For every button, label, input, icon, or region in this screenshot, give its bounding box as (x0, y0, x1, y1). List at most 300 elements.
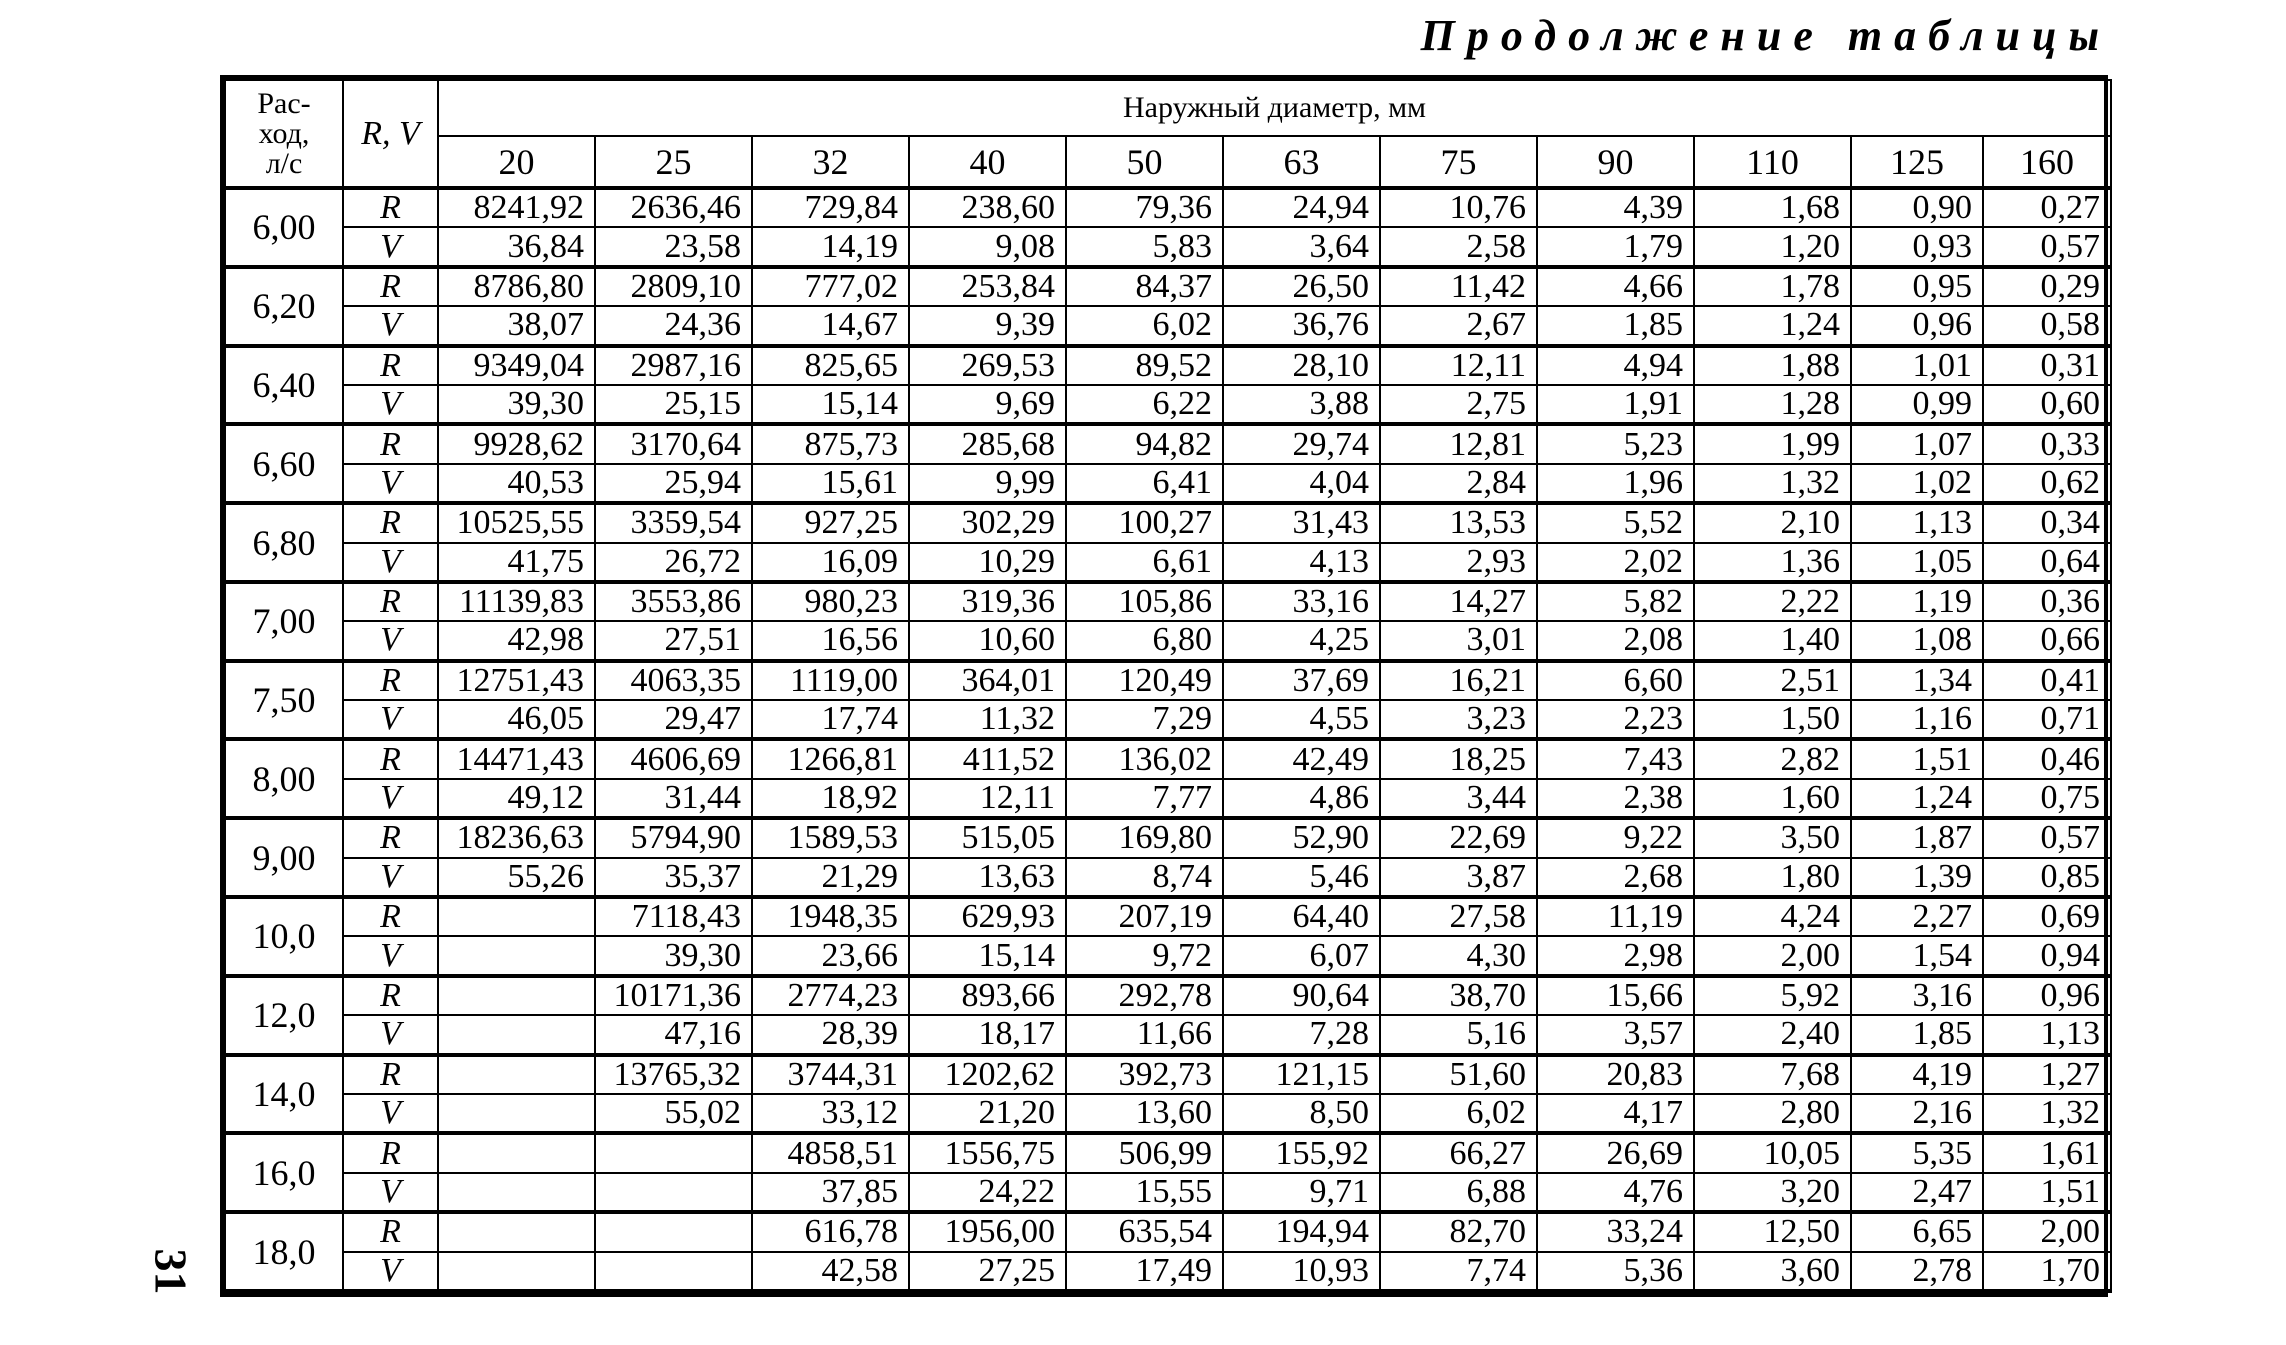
value-cell: 0,33 (1983, 424, 2111, 463)
value-cell: 6,02 (1066, 306, 1223, 345)
diameter-header: 25 (595, 136, 752, 188)
value-cell: 4858,51 (752, 1133, 909, 1172)
value-cell: 14,27 (1380, 582, 1537, 621)
flow-rate-cell: 6,20 (225, 267, 343, 346)
value-cell: 35,37 (595, 858, 752, 897)
value-cell: 269,53 (909, 346, 1066, 385)
value-cell: 1,13 (1851, 503, 1983, 542)
v-label-cell: V (343, 464, 438, 503)
value-cell: 2,80 (1694, 1094, 1851, 1133)
value-cell: 302,29 (909, 503, 1066, 542)
value-cell: 17,49 (1066, 1252, 1223, 1291)
value-cell: 0,95 (1851, 267, 1983, 306)
table-row (225, 700, 2111, 739)
value-cell: 1,39 (1851, 858, 1983, 897)
value-cell: 23,58 (595, 227, 752, 266)
value-cell: 392,73 (1066, 1055, 1223, 1094)
value-cell: 6,41 (1066, 464, 1223, 503)
value-cell: 5,35 (1851, 1133, 1983, 1172)
value-cell: 292,78 (1066, 976, 1223, 1015)
value-cell: 100,27 (1066, 503, 1223, 542)
value-cell: 2,75 (1380, 385, 1537, 424)
value-cell: 3,20 (1694, 1173, 1851, 1212)
v-label-cell: V (343, 621, 438, 660)
value-cell: 0,85 (1983, 858, 2111, 897)
value-cell: 42,98 (438, 621, 595, 660)
value-cell: 16,09 (752, 543, 909, 582)
r-label-cell: R (343, 897, 438, 936)
value-cell: 11,19 (1537, 897, 1694, 936)
table-row (225, 739, 2111, 778)
v-label-cell: V (343, 1252, 438, 1291)
value-cell: 3,57 (1537, 1015, 1694, 1054)
value-cell: 2,23 (1537, 700, 1694, 739)
value-cell: 411,52 (909, 739, 1066, 778)
value-cell: 207,19 (1066, 897, 1223, 936)
value-cell: 0,57 (1983, 227, 2111, 266)
data-table-frame (220, 75, 2108, 1297)
value-cell: 5,36 (1537, 1252, 1694, 1291)
value-cell: 4,17 (1537, 1094, 1694, 1133)
value-cell (595, 1133, 752, 1172)
table-row (225, 897, 2111, 936)
value-cell: 3,16 (1851, 976, 1983, 1015)
value-cell: 4606,69 (595, 739, 752, 778)
value-cell: 0,90 (1851, 188, 1983, 227)
value-cell: 2,93 (1380, 543, 1537, 582)
value-cell: 1,88 (1694, 346, 1851, 385)
value-cell (595, 1173, 752, 1212)
value-cell: 4,19 (1851, 1055, 1983, 1094)
value-cell: 155,92 (1223, 1133, 1380, 1172)
value-cell: 1,05 (1851, 543, 1983, 582)
value-cell: 10171,36 (595, 976, 752, 1015)
table-row (225, 424, 2111, 463)
value-cell: 0,64 (1983, 543, 2111, 582)
value-cell: 25,94 (595, 464, 752, 503)
r-label-cell: R (343, 661, 438, 700)
value-cell: 2,51 (1694, 661, 1851, 700)
table-row (225, 1133, 2111, 1172)
value-cell: 5,46 (1223, 858, 1380, 897)
value-cell: 8,74 (1066, 858, 1223, 897)
value-cell: 22,69 (1380, 818, 1537, 857)
value-cell: 0,27 (1983, 188, 2111, 227)
table-row (225, 385, 2111, 424)
value-cell: 28,10 (1223, 346, 1380, 385)
value-cell: 120,49 (1066, 661, 1223, 700)
value-cell: 3359,54 (595, 503, 752, 542)
value-cell: 1,36 (1694, 543, 1851, 582)
value-cell: 515,05 (909, 818, 1066, 857)
value-cell (595, 1212, 752, 1251)
r-label-cell: R (343, 1212, 438, 1251)
value-cell: 6,02 (1380, 1094, 1537, 1133)
value-cell: 5,16 (1380, 1015, 1537, 1054)
value-cell: 6,80 (1066, 621, 1223, 660)
r-label-cell: R (343, 424, 438, 463)
value-cell: 18,25 (1380, 739, 1537, 778)
value-cell: 1,80 (1694, 858, 1851, 897)
value-cell: 0,94 (1983, 936, 2111, 975)
value-cell: 3,01 (1380, 621, 1537, 660)
value-cell: 84,37 (1066, 267, 1223, 306)
value-cell: 0,96 (1851, 306, 1983, 345)
value-cell: 18236,63 (438, 818, 595, 857)
value-cell: 37,69 (1223, 661, 1380, 700)
value-cell: 52,90 (1223, 818, 1380, 857)
value-cell: 6,65 (1851, 1212, 1983, 1251)
value-cell: 29,74 (1223, 424, 1380, 463)
value-cell: 2987,16 (595, 346, 752, 385)
value-cell: 3,44 (1380, 779, 1537, 818)
value-cell: 4,39 (1537, 188, 1694, 227)
value-cell: 253,84 (909, 267, 1066, 306)
rv-header: R, V (343, 80, 438, 188)
flow-rate-cell: 18,0 (225, 1212, 343, 1291)
value-cell: 4,30 (1380, 936, 1537, 975)
value-cell: 3,87 (1380, 858, 1537, 897)
value-cell: 1,32 (1694, 464, 1851, 503)
value-cell: 11,66 (1066, 1015, 1223, 1054)
value-cell: 1,28 (1694, 385, 1851, 424)
diameter-header: 63 (1223, 136, 1380, 188)
value-cell: 21,29 (752, 858, 909, 897)
value-cell: 4,55 (1223, 700, 1380, 739)
value-cell: 3,23 (1380, 700, 1537, 739)
value-cell: 0,31 (1983, 346, 2111, 385)
value-cell: 1,96 (1537, 464, 1694, 503)
value-cell: 238,60 (909, 188, 1066, 227)
v-label-cell: V (343, 1015, 438, 1054)
diameter-header: 160 (1983, 136, 2111, 188)
value-cell: 4,13 (1223, 543, 1380, 582)
diameter-header: 110 (1694, 136, 1851, 188)
value-cell: 6,61 (1066, 543, 1223, 582)
value-cell: 927,25 (752, 503, 909, 542)
pipe-table (224, 79, 2112, 1293)
value-cell: 169,80 (1066, 818, 1223, 857)
value-cell: 121,15 (1223, 1055, 1380, 1094)
value-cell: 0,75 (1983, 779, 2111, 818)
value-cell: 39,30 (595, 936, 752, 975)
value-cell (438, 897, 595, 936)
table-row (225, 818, 2111, 857)
value-cell: 1,85 (1851, 1015, 1983, 1054)
flow-rate-cell: 8,00 (225, 739, 343, 818)
value-cell: 1,27 (1983, 1055, 2111, 1094)
value-cell: 0,69 (1983, 897, 2111, 936)
value-cell (438, 1173, 595, 1212)
value-cell: 39,30 (438, 385, 595, 424)
value-cell: 0,57 (1983, 818, 2111, 857)
value-cell: 1,40 (1694, 621, 1851, 660)
value-cell: 1948,35 (752, 897, 909, 936)
value-cell: 5,83 (1066, 227, 1223, 266)
value-cell: 14,19 (752, 227, 909, 266)
diameter-header: 125 (1851, 136, 1983, 188)
value-cell: 875,73 (752, 424, 909, 463)
value-cell: 6,22 (1066, 385, 1223, 424)
value-cell: 1,51 (1983, 1173, 2111, 1212)
r-label-cell: R (343, 976, 438, 1015)
value-cell: 64,40 (1223, 897, 1380, 936)
value-cell: 0,66 (1983, 621, 2111, 660)
value-cell: 12,50 (1694, 1212, 1851, 1251)
value-cell: 9,08 (909, 227, 1066, 266)
value-cell: 3,64 (1223, 227, 1380, 266)
value-cell: 7,43 (1537, 739, 1694, 778)
value-cell: 5,92 (1694, 976, 1851, 1015)
value-cell: 4,76 (1537, 1173, 1694, 1212)
value-cell: 42,49 (1223, 739, 1380, 778)
value-cell: 3170,64 (595, 424, 752, 463)
value-cell: 14,67 (752, 306, 909, 345)
value-cell: 2,40 (1694, 1015, 1851, 1054)
value-cell: 9,39 (909, 306, 1066, 345)
value-cell: 0,71 (1983, 700, 2111, 739)
v-label-cell: V (343, 858, 438, 897)
value-cell: 2,00 (1694, 936, 1851, 975)
value-cell: 7,74 (1380, 1252, 1537, 1291)
value-cell: 980,23 (752, 582, 909, 621)
value-cell: 4,04 (1223, 464, 1380, 503)
value-cell: 46,05 (438, 700, 595, 739)
diameter-header: 75 (1380, 136, 1537, 188)
value-cell: 15,14 (752, 385, 909, 424)
v-label-cell: V (343, 543, 438, 582)
v-label-cell: V (343, 385, 438, 424)
value-cell: 31,44 (595, 779, 752, 818)
value-cell: 0,62 (1983, 464, 2111, 503)
table-row (225, 1252, 2111, 1291)
table-row (225, 306, 2111, 345)
value-cell: 29,47 (595, 700, 752, 739)
value-cell: 1202,62 (909, 1055, 1066, 1094)
value-cell: 2636,46 (595, 188, 752, 227)
table-row (225, 858, 2111, 897)
value-cell: 8786,80 (438, 267, 595, 306)
value-cell: 3744,31 (752, 1055, 909, 1094)
value-cell: 7118,43 (595, 897, 752, 936)
table-row (225, 779, 2111, 818)
table-row (225, 936, 2111, 975)
value-cell: 94,82 (1066, 424, 1223, 463)
value-cell: 1,85 (1537, 306, 1694, 345)
diameter-header: 50 (1066, 136, 1223, 188)
value-cell: 15,55 (1066, 1173, 1223, 1212)
value-cell: 616,78 (752, 1212, 909, 1251)
value-cell: 825,65 (752, 346, 909, 385)
value-cell: 20,83 (1537, 1055, 1694, 1094)
value-cell: 1,20 (1694, 227, 1851, 266)
value-cell: 49,12 (438, 779, 595, 818)
value-cell: 79,36 (1066, 188, 1223, 227)
value-cell: 0,36 (1983, 582, 2111, 621)
value-cell: 55,26 (438, 858, 595, 897)
value-cell: 3,50 (1694, 818, 1851, 857)
value-cell: 4,86 (1223, 779, 1380, 818)
value-cell: 1,70 (1983, 1252, 2111, 1291)
value-cell: 1589,53 (752, 818, 909, 857)
value-cell: 1,79 (1537, 227, 1694, 266)
v-label-cell: V (343, 936, 438, 975)
v-label-cell: V (343, 779, 438, 818)
value-cell: 1,24 (1851, 779, 1983, 818)
value-cell: 1,91 (1537, 385, 1694, 424)
value-cell: 9,22 (1537, 818, 1694, 857)
value-cell: 10,05 (1694, 1133, 1851, 1172)
value-cell: 4,66 (1537, 267, 1694, 306)
value-cell: 38,07 (438, 306, 595, 345)
flow-rate-cell: 9,00 (225, 818, 343, 897)
value-cell: 13765,32 (595, 1055, 752, 1094)
value-cell: 2,67 (1380, 306, 1537, 345)
value-cell: 1,08 (1851, 621, 1983, 660)
value-cell: 1,78 (1694, 267, 1851, 306)
value-cell: 51,60 (1380, 1055, 1537, 1094)
value-cell: 777,02 (752, 267, 909, 306)
value-cell: 0,41 (1983, 661, 2111, 700)
value-cell: 1,32 (1983, 1094, 2111, 1133)
r-label-cell: R (343, 503, 438, 542)
value-cell: 7,29 (1066, 700, 1223, 739)
value-cell: 89,52 (1066, 346, 1223, 385)
value-cell (438, 1252, 595, 1291)
value-cell: 23,66 (752, 936, 909, 975)
value-cell: 82,70 (1380, 1212, 1537, 1251)
value-cell: 1,24 (1694, 306, 1851, 345)
value-cell: 10,29 (909, 543, 1066, 582)
value-cell: 38,70 (1380, 976, 1537, 1015)
r-label-cell: R (343, 1133, 438, 1172)
value-cell: 1119,00 (752, 661, 909, 700)
value-cell: 2,47 (1851, 1173, 1983, 1212)
value-cell: 9349,04 (438, 346, 595, 385)
diameter-header: 40 (909, 136, 1066, 188)
value-cell: 1,19 (1851, 582, 1983, 621)
value-cell: 26,72 (595, 543, 752, 582)
value-cell: 0,93 (1851, 227, 1983, 266)
value-cell: 9,72 (1066, 936, 1223, 975)
value-cell: 2,16 (1851, 1094, 1983, 1133)
value-cell: 2774,23 (752, 976, 909, 1015)
value-cell: 27,51 (595, 621, 752, 660)
value-cell (438, 936, 595, 975)
flow-header: Рас- ход, л/с (225, 80, 343, 188)
value-cell: 9928,62 (438, 424, 595, 463)
v-label-cell: V (343, 700, 438, 739)
value-cell: 2,84 (1380, 464, 1537, 503)
value-cell: 2,82 (1694, 739, 1851, 778)
value-cell: 6,07 (1223, 936, 1380, 975)
value-cell: 4063,35 (595, 661, 752, 700)
value-cell: 2,27 (1851, 897, 1983, 936)
flow-rate-cell: 6,00 (225, 188, 343, 267)
value-cell: 1,16 (1851, 700, 1983, 739)
table-row (225, 1055, 2111, 1094)
value-cell: 6,60 (1537, 661, 1694, 700)
value-cell: 3553,86 (595, 582, 752, 621)
r-label-cell: R (343, 346, 438, 385)
value-cell: 13,53 (1380, 503, 1537, 542)
value-cell: 0,29 (1983, 267, 2111, 306)
value-cell: 24,36 (595, 306, 752, 345)
value-cell: 11,42 (1380, 267, 1537, 306)
value-cell: 194,94 (1223, 1212, 1380, 1251)
value-cell: 26,50 (1223, 267, 1380, 306)
value-cell: 1,68 (1694, 188, 1851, 227)
value-cell: 10,93 (1223, 1252, 1380, 1291)
value-cell: 136,02 (1066, 739, 1223, 778)
value-cell: 4,25 (1223, 621, 1380, 660)
value-cell: 66,27 (1380, 1133, 1537, 1172)
value-cell: 18,92 (752, 779, 909, 818)
value-cell: 12751,43 (438, 661, 595, 700)
value-cell: 4,94 (1537, 346, 1694, 385)
value-cell: 90,64 (1223, 976, 1380, 1015)
flow-rate-cell: 14,0 (225, 1055, 343, 1134)
value-cell: 6,88 (1380, 1173, 1537, 1212)
value-cell: 2,00 (1983, 1212, 2111, 1251)
value-cell: 47,16 (595, 1015, 752, 1054)
value-cell: 16,21 (1380, 661, 1537, 700)
value-cell (438, 1015, 595, 1054)
value-cell: 635,54 (1066, 1212, 1223, 1251)
value-cell: 14471,43 (438, 739, 595, 778)
value-cell: 1,13 (1983, 1015, 2111, 1054)
value-cell: 16,56 (752, 621, 909, 660)
value-cell: 10,60 (909, 621, 1066, 660)
value-cell: 0,60 (1983, 385, 2111, 424)
value-cell: 5794,90 (595, 818, 752, 857)
value-cell: 10525,55 (438, 503, 595, 542)
value-cell: 12,81 (1380, 424, 1537, 463)
value-cell (438, 1094, 595, 1133)
value-cell: 15,14 (909, 936, 1066, 975)
r-label-cell: R (343, 818, 438, 857)
value-cell: 1,99 (1694, 424, 1851, 463)
r-label-cell: R (343, 188, 438, 227)
value-cell: 1,51 (1851, 739, 1983, 778)
value-cell: 0,46 (1983, 739, 2111, 778)
value-cell: 1,07 (1851, 424, 1983, 463)
table-row (225, 621, 2111, 660)
value-cell: 0,34 (1983, 503, 2111, 542)
value-cell: 1556,75 (909, 1133, 1066, 1172)
value-cell: 40,53 (438, 464, 595, 503)
value-cell: 2,22 (1694, 582, 1851, 621)
value-cell: 729,84 (752, 188, 909, 227)
table-row (225, 227, 2111, 266)
value-cell: 9,99 (909, 464, 1066, 503)
value-cell: 506,99 (1066, 1133, 1223, 1172)
value-cell: 893,66 (909, 976, 1066, 1015)
value-cell: 36,84 (438, 227, 595, 266)
flow-rate-cell: 16,0 (225, 1133, 343, 1212)
table-row (225, 1173, 2111, 1212)
value-cell: 319,36 (909, 582, 1066, 621)
value-cell: 2,10 (1694, 503, 1851, 542)
value-cell: 2,38 (1537, 779, 1694, 818)
value-cell: 5,23 (1537, 424, 1694, 463)
value-cell: 8241,92 (438, 188, 595, 227)
value-cell: 4,24 (1694, 897, 1851, 936)
value-cell: 26,69 (1537, 1133, 1694, 1172)
table-row (225, 543, 2111, 582)
value-cell: 2,68 (1537, 858, 1694, 897)
flow-rate-cell: 6,40 (225, 346, 343, 425)
